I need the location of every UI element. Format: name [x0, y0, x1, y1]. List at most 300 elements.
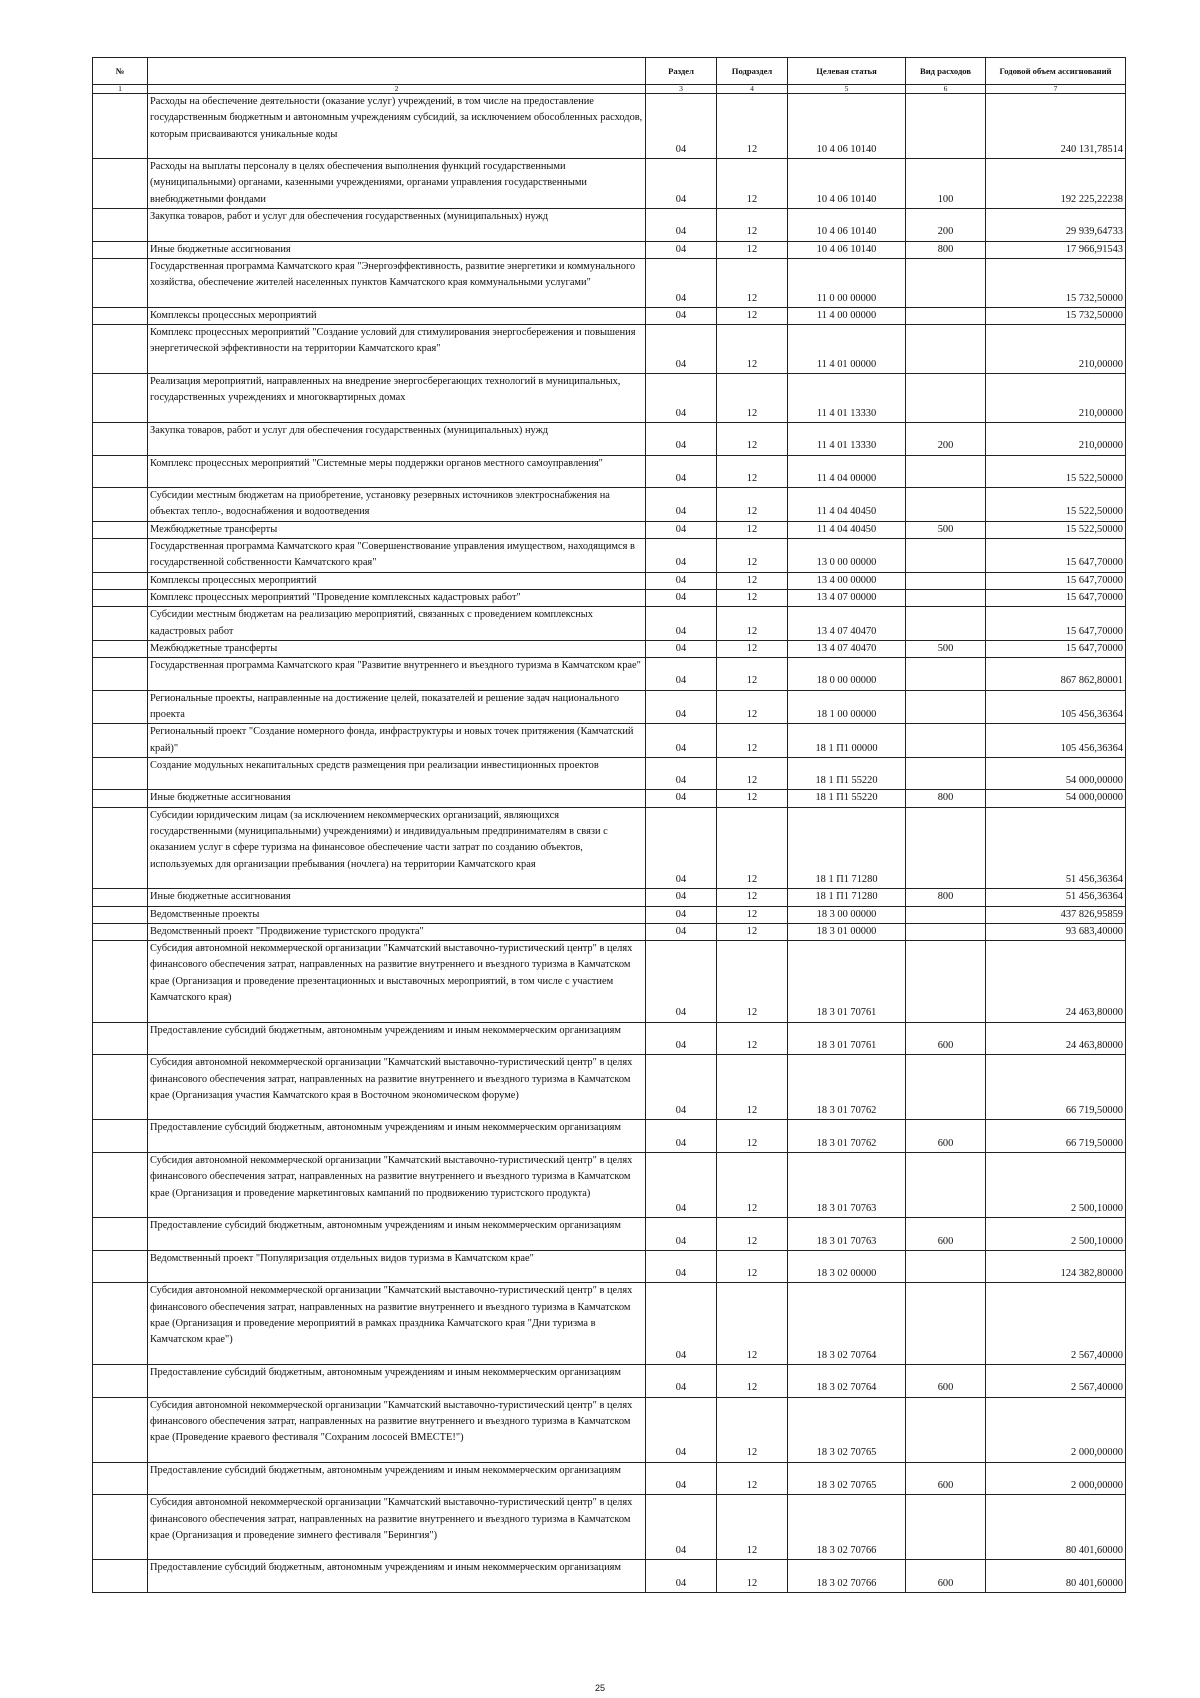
row-amount-cell: 2 567,40000	[986, 1364, 1126, 1397]
row-expense-type-cell: 800	[906, 790, 986, 807]
row-name-cell: Межбюджетные трансферты	[148, 521, 646, 538]
row-section-cell: 04	[646, 941, 717, 1023]
row-expense-type-cell: 800	[906, 889, 986, 906]
header-subsection: Подраздел	[717, 58, 788, 85]
row-section-cell: 04	[646, 640, 717, 657]
row-number-cell	[93, 1022, 148, 1055]
row-target-item-cell: 11 4 04 40450	[788, 521, 906, 538]
row-name-cell: Комплексы процессных мероприятий	[148, 572, 646, 589]
row-subsection-cell: 12	[717, 1364, 788, 1397]
row-number-cell	[93, 1462, 148, 1495]
row-name-cell: Субсидия автономной некоммерческой организации "Камчатский выставочно-туристический центр" в целях финансового обеспечения затрат, направленных на развитие внутреннего и въездного туризма в Камчатском крае (Проведение краевого фестиваля "Сохраним лососей ВМЕСТЕ!")	[148, 1397, 646, 1462]
budget-table-sheet	[92, 57, 1125, 1593]
row-amount-cell: 17 966,91543	[986, 241, 1126, 258]
row-number-cell	[93, 640, 148, 657]
row-section-cell: 04	[646, 488, 717, 522]
row-amount-cell: 2 500,10000	[986, 1218, 1126, 1251]
row-number-cell	[93, 1397, 148, 1462]
row-section-cell: 04	[646, 757, 717, 790]
row-section-cell: 04	[646, 209, 717, 242]
row-amount-cell: 15 522,50000	[986, 521, 1126, 538]
row-target-item-cell: 11 4 00 00000	[788, 307, 906, 324]
row-number-cell	[93, 258, 148, 307]
row-target-item-cell: 18 3 02 70766	[788, 1560, 906, 1593]
row-number-cell	[93, 807, 148, 889]
row-expense-type-cell: 600	[906, 1022, 986, 1055]
row-subsection-cell: 12	[717, 1153, 788, 1218]
row-name-cell: Государственная программа Камчатского края "Энергоэффективность, развитие энергетики и коммунального хозяйства, обеспечение жителей населенных пунктов Камчатского края коммунальными услугами"	[148, 258, 646, 307]
row-subsection-cell: 12	[717, 521, 788, 538]
row-number-cell	[93, 1250, 148, 1283]
row-number-cell	[93, 690, 148, 724]
row-expense-type-cell	[906, 923, 986, 940]
row-expense-type-cell: 600	[906, 1560, 986, 1593]
row-target-item-cell: 18 3 01 70761	[788, 1022, 906, 1055]
row-name-cell: Межбюджетные трансферты	[148, 640, 646, 657]
row-expense-type-cell	[906, 589, 986, 606]
row-expense-type-cell	[906, 325, 986, 374]
row-name-cell: Иные бюджетные ассигнования	[148, 790, 646, 807]
row-subsection-cell: 12	[717, 307, 788, 324]
row-section-cell: 04	[646, 1250, 717, 1283]
row-number-cell	[93, 1495, 148, 1560]
column-number: 3	[646, 85, 717, 94]
row-target-item-cell: 13 4 07 40470	[788, 640, 906, 657]
row-expense-type-cell: 600	[906, 1462, 986, 1495]
row-section-cell: 04	[646, 325, 717, 374]
table-row	[93, 374, 1126, 423]
row-target-item-cell: 18 0 00 00000	[788, 658, 906, 691]
row-name-cell: Ведомственные проекты	[148, 906, 646, 923]
row-name-cell: Ведомственный проект "Продвижение туристского продукта"	[148, 923, 646, 940]
header-annual-volume: Годовой объем ассигнований	[986, 58, 1126, 85]
row-expense-type-cell	[906, 94, 986, 159]
row-amount-cell: 93 683,40000	[986, 923, 1126, 940]
row-number-cell	[93, 889, 148, 906]
row-expense-type-cell	[906, 572, 986, 589]
row-amount-cell: 15 732,50000	[986, 258, 1126, 307]
column-number: 5	[788, 85, 906, 94]
row-target-item-cell: 18 3 01 70762	[788, 1120, 906, 1153]
column-number: 7	[986, 85, 1126, 94]
table-row	[93, 640, 1126, 657]
row-number-cell	[93, 422, 148, 455]
row-number-cell	[93, 1364, 148, 1397]
row-subsection-cell: 12	[717, 790, 788, 807]
row-section-cell: 04	[646, 790, 717, 807]
row-section-cell: 04	[646, 1055, 717, 1120]
header-name	[148, 58, 646, 85]
row-section-cell: 04	[646, 923, 717, 940]
row-amount-cell: 80 401,60000	[986, 1495, 1126, 1560]
row-section-cell: 04	[646, 94, 717, 159]
row-name-cell: Субсидии местным бюджетам на реализацию мероприятий, связанных с проведением комплексных кадастровых работ	[148, 607, 646, 641]
row-subsection-cell: 12	[717, 209, 788, 242]
row-section-cell: 04	[646, 807, 717, 889]
row-name-cell: Предоставление субсидий бюджетным, автономным учреждениям и иным некоммерческим организациям	[148, 1560, 646, 1593]
row-amount-cell: 15 647,70000	[986, 589, 1126, 606]
row-section-cell: 04	[646, 607, 717, 641]
row-subsection-cell: 12	[717, 906, 788, 923]
row-expense-type-cell	[906, 455, 986, 488]
row-number-cell	[93, 790, 148, 807]
row-name-cell: Субсидии юридическим лицам (за исключением некоммерческих организаций, являющихся государственными (муниципальными) учреждениями) и индивидуальным предпринимателям в связи с оказанием услуг в сфере туризма на финансовое обеспечение части затрат по созданию объектов, используемых для организации пребывания (ночлега) на территории Камчатского края	[148, 807, 646, 889]
row-expense-type-cell	[906, 488, 986, 522]
row-amount-cell: 15 522,50000	[986, 488, 1126, 522]
row-name-cell: Субсидия автономной некоммерческой организации "Камчатский выставочно-туристический центр" в целях финансового обеспечения затрат, направленных на развитие внутреннего и въездного туризма в Камчатском крае (Организация участия Камчатского края в Восточном экономическом форуме)	[148, 1055, 646, 1120]
row-amount-cell: 2 000,00000	[986, 1462, 1126, 1495]
row-amount-cell: 15 647,70000	[986, 607, 1126, 641]
row-number-cell	[93, 906, 148, 923]
row-expense-type-cell	[906, 539, 986, 573]
row-number-cell	[93, 923, 148, 940]
row-subsection-cell: 12	[717, 1055, 788, 1120]
row-subsection-cell: 12	[717, 640, 788, 657]
header-expense-type: Вид расходов	[906, 58, 986, 85]
row-amount-cell: 15 647,70000	[986, 539, 1126, 573]
row-section-cell: 04	[646, 889, 717, 906]
row-amount-cell: 15 647,70000	[986, 572, 1126, 589]
table-row	[93, 941, 1126, 1023]
row-amount-cell: 2 000,00000	[986, 1397, 1126, 1462]
row-name-cell: Субсидии местным бюджетам на приобретение, установку резервных источников электроснабжения на объектах тепло-, водоснабжения и водоотведения	[148, 488, 646, 522]
table-row	[93, 1462, 1126, 1495]
row-target-item-cell: 18 3 02 70766	[788, 1495, 906, 1560]
row-name-cell: Создание модульных некапитальных средств размещения при реализации инвестиционных проектов	[148, 757, 646, 790]
row-subsection-cell: 12	[717, 658, 788, 691]
row-name-cell: Комплекс процессных мероприятий "Создание условий для стимулирования энергосбережения и повышения энергетической эффективности на территории Камчатского края"	[148, 325, 646, 374]
row-number-cell	[93, 307, 148, 324]
table-row	[93, 241, 1126, 258]
table-row	[93, 1022, 1126, 1055]
row-section-cell: 04	[646, 307, 717, 324]
row-amount-cell: 105 456,36364	[986, 724, 1126, 758]
row-subsection-cell: 12	[717, 241, 788, 258]
row-expense-type-cell: 800	[906, 241, 986, 258]
column-number: 6	[906, 85, 986, 94]
row-amount-cell: 24 463,80000	[986, 1022, 1126, 1055]
row-subsection-cell: 12	[717, 1495, 788, 1560]
row-number-cell	[93, 1055, 148, 1120]
row-expense-type-cell: 100	[906, 159, 986, 209]
header-number: №	[93, 58, 148, 85]
row-name-cell: Предоставление субсидий бюджетным, автономным учреждениям и иным некоммерческим организациям	[148, 1462, 646, 1495]
row-number-cell	[93, 757, 148, 790]
row-section-cell: 04	[646, 906, 717, 923]
row-amount-cell: 80 401,60000	[986, 1560, 1126, 1593]
table-row	[93, 607, 1126, 641]
table-row	[93, 422, 1126, 455]
row-section-cell: 04	[646, 1120, 717, 1153]
table-row	[93, 94, 1126, 159]
row-section-cell: 04	[646, 521, 717, 538]
row-name-cell: Иные бюджетные ассигнования	[148, 889, 646, 906]
row-expense-type-cell	[906, 757, 986, 790]
row-expense-type-cell	[906, 658, 986, 691]
row-subsection-cell: 12	[717, 539, 788, 573]
row-target-item-cell: 18 3 02 00000	[788, 1250, 906, 1283]
row-target-item-cell: 10 4 06 10140	[788, 209, 906, 242]
row-section-cell: 04	[646, 422, 717, 455]
row-number-cell	[93, 159, 148, 209]
row-subsection-cell: 12	[717, 374, 788, 423]
row-amount-cell: 15 732,50000	[986, 307, 1126, 324]
table-row	[93, 209, 1126, 242]
column-number: 2	[148, 85, 646, 94]
row-name-cell: Субсидия автономной некоммерческой организации "Камчатский выставочно-туристический центр" в целях финансового обеспечения затрат, направленных на развитие внутреннего и въездного туризма в Камчатском крае (Организация и проведение мероприятий в рамках праздника Камчатского края "Дни туризма в Камчатском крае")	[148, 1283, 646, 1365]
row-target-item-cell: 18 3 01 70762	[788, 1055, 906, 1120]
row-expense-type-cell	[906, 258, 986, 307]
row-amount-cell: 51 456,36364	[986, 889, 1126, 906]
row-section-cell: 04	[646, 241, 717, 258]
row-number-cell	[93, 607, 148, 641]
table-row	[93, 1495, 1126, 1560]
row-target-item-cell: 11 4 04 40450	[788, 488, 906, 522]
row-subsection-cell: 12	[717, 923, 788, 940]
row-number-cell	[93, 1120, 148, 1153]
column-number: 4	[717, 85, 788, 94]
table-row	[93, 1283, 1126, 1365]
table-row	[93, 258, 1126, 307]
row-number-cell	[93, 941, 148, 1023]
row-amount-cell: 210,00000	[986, 374, 1126, 423]
table-row	[93, 325, 1126, 374]
row-number-cell	[93, 241, 148, 258]
table-row	[93, 690, 1126, 724]
row-name-cell: Комплексы процессных мероприятий	[148, 307, 646, 324]
row-section-cell: 04	[646, 724, 717, 758]
header-section: Раздел	[646, 58, 717, 85]
table-row	[93, 889, 1126, 906]
row-target-item-cell: 18 1 00 00000	[788, 690, 906, 724]
row-expense-type-cell	[906, 906, 986, 923]
row-target-item-cell: 18 3 00 00000	[788, 906, 906, 923]
row-amount-cell: 15 647,70000	[986, 640, 1126, 657]
row-number-cell	[93, 325, 148, 374]
row-target-item-cell: 18 3 01 70761	[788, 941, 906, 1023]
row-section-cell: 04	[646, 1495, 717, 1560]
row-name-cell: Субсидия автономной некоммерческой организации "Камчатский выставочно-туристический центр" в целях финансового обеспечения затрат, направленных на развитие внутреннего и въездного туризма в Камчатском крае (Организация и проведение презентационных и выставочных мероприятий, в том числе с участием Камчатского края)	[148, 941, 646, 1023]
table-row	[93, 488, 1126, 522]
row-number-cell	[93, 724, 148, 758]
row-subsection-cell: 12	[717, 807, 788, 889]
row-name-cell: Региональный проект "Создание номерного фонда, инфраструктуры и новых точек притяжения (Камчатский край)"	[148, 724, 646, 758]
row-amount-cell: 105 456,36364	[986, 690, 1126, 724]
row-target-item-cell: 13 4 07 00000	[788, 589, 906, 606]
table-row	[93, 589, 1126, 606]
table-row	[93, 923, 1126, 940]
row-amount-cell: 192 225,22238	[986, 159, 1126, 209]
table-row	[93, 1055, 1126, 1120]
table-row	[93, 724, 1126, 758]
row-number-cell	[93, 589, 148, 606]
row-target-item-cell: 10 4 06 10140	[788, 241, 906, 258]
row-subsection-cell: 12	[717, 1218, 788, 1251]
row-name-cell: Комплекс процессных мероприятий "Системные меры поддержки органов местного самоуправления"	[148, 455, 646, 488]
row-subsection-cell: 12	[717, 325, 788, 374]
row-name-cell: Субсидия автономной некоммерческой организации "Камчатский выставочно-туристический центр" в целях финансового обеспечения затрат, направленных на развитие внутреннего и въездного туризма в Камчатском крае (Организация и проведение маркетинговых кампаний по продвижению туристского продукта)	[148, 1153, 646, 1218]
row-section-cell: 04	[646, 1022, 717, 1055]
row-number-cell	[93, 455, 148, 488]
table-row	[93, 521, 1126, 538]
row-section-cell: 04	[646, 159, 717, 209]
row-amount-cell: 240 131,78514	[986, 94, 1126, 159]
table-row	[93, 1397, 1126, 1462]
row-amount-cell: 66 719,50000	[986, 1055, 1126, 1120]
row-target-item-cell: 13 4 00 00000	[788, 572, 906, 589]
row-subsection-cell: 12	[717, 690, 788, 724]
row-expense-type-cell	[906, 307, 986, 324]
row-name-cell: Предоставление субсидий бюджетным, автономным учреждениям и иным некоммерческим организациям	[148, 1022, 646, 1055]
row-target-item-cell: 18 3 02 70765	[788, 1462, 906, 1495]
row-subsection-cell: 12	[717, 757, 788, 790]
table-row	[93, 1364, 1126, 1397]
row-name-cell: Предоставление субсидий бюджетным, автономным учреждениям и иным некоммерческим организациям	[148, 1120, 646, 1153]
table-row	[93, 790, 1126, 807]
row-section-cell: 04	[646, 455, 717, 488]
table-row	[93, 1218, 1126, 1251]
table-row	[93, 159, 1126, 209]
page-number: 25	[594, 1683, 605, 1693]
row-expense-type-cell: 600	[906, 1120, 986, 1153]
row-section-cell: 04	[646, 539, 717, 573]
table-row	[93, 807, 1126, 889]
row-expense-type-cell	[906, 1055, 986, 1120]
row-amount-cell: 24 463,80000	[986, 941, 1126, 1023]
row-target-item-cell: 18 1 П1 55220	[788, 790, 906, 807]
row-name-cell: Ведомственный проект "Популяризация отдельных видов туризма в Камчатском крае"	[148, 1250, 646, 1283]
row-target-item-cell: 11 4 01 13330	[788, 422, 906, 455]
row-target-item-cell: 18 3 02 70764	[788, 1283, 906, 1365]
row-section-cell: 04	[646, 1218, 717, 1251]
row-expense-type-cell	[906, 807, 986, 889]
row-section-cell: 04	[646, 258, 717, 307]
row-subsection-cell: 12	[717, 1022, 788, 1055]
row-subsection-cell: 12	[717, 607, 788, 641]
row-target-item-cell: 11 4 01 13330	[788, 374, 906, 423]
row-expense-type-cell	[906, 1283, 986, 1365]
row-number-cell	[93, 572, 148, 589]
table-body	[93, 94, 1126, 1593]
table-row	[93, 1120, 1126, 1153]
table-row	[93, 1153, 1126, 1218]
row-section-cell: 04	[646, 374, 717, 423]
table-row	[93, 539, 1126, 573]
row-amount-cell: 54 000,00000	[986, 757, 1126, 790]
table-row	[93, 307, 1126, 324]
row-name-cell: Предоставление субсидий бюджетным, автономным учреждениям и иным некоммерческим организациям	[148, 1364, 646, 1397]
row-target-item-cell: 13 4 07 40470	[788, 607, 906, 641]
row-subsection-cell: 12	[717, 1250, 788, 1283]
row-name-cell: Реализация мероприятий, направленных на внедрение энергосберегающих технологий в муниципальных, государственных учреждениях и многоквартирных домах	[148, 374, 646, 423]
row-subsection-cell: 12	[717, 258, 788, 307]
row-target-item-cell: 11 4 04 00000	[788, 455, 906, 488]
row-amount-cell: 124 382,80000	[986, 1250, 1126, 1283]
table-row	[93, 658, 1126, 691]
row-target-item-cell: 18 1 П1 00000	[788, 724, 906, 758]
row-subsection-cell: 12	[717, 889, 788, 906]
row-section-cell: 04	[646, 589, 717, 606]
column-number: 1	[93, 85, 148, 94]
row-section-cell: 04	[646, 690, 717, 724]
row-expense-type-cell: 600	[906, 1218, 986, 1251]
header-target-item: Целевая статья	[788, 58, 906, 85]
row-target-item-cell: 18 3 01 70763	[788, 1218, 906, 1251]
row-subsection-cell: 12	[717, 1462, 788, 1495]
row-target-item-cell: 11 0 00 00000	[788, 258, 906, 307]
row-expense-type-cell	[906, 941, 986, 1023]
row-name-cell: Субсидия автономной некоммерческой организации "Камчатский выставочно-туристический центр" в целях финансового обеспечения затрат, направленных на развитие внутреннего и въездного туризма в Камчатском крае (Организация и проведение зимнего фестиваля "Берингия")	[148, 1495, 646, 1560]
row-number-cell	[93, 1560, 148, 1593]
row-amount-cell: 210,00000	[986, 325, 1126, 374]
row-number-cell	[93, 1153, 148, 1218]
row-target-item-cell: 11 4 01 00000	[788, 325, 906, 374]
row-name-cell: Государственная программа Камчатского края "Развитие внутреннего и въездного туризма в Камчатском крае"	[148, 658, 646, 691]
row-number-cell	[93, 94, 148, 159]
row-target-item-cell: 18 3 02 70764	[788, 1364, 906, 1397]
row-expense-type-cell	[906, 1397, 986, 1462]
row-amount-cell: 66 719,50000	[986, 1120, 1126, 1153]
row-subsection-cell: 12	[717, 94, 788, 159]
table-row	[93, 757, 1126, 790]
row-expense-type-cell	[906, 724, 986, 758]
row-target-item-cell: 18 3 02 70765	[788, 1397, 906, 1462]
row-amount-cell: 867 862,80001	[986, 658, 1126, 691]
row-subsection-cell: 12	[717, 1397, 788, 1462]
row-name-cell: Закупка товаров, работ и услуг для обеспечения государственных (муниципальных) нужд	[148, 209, 646, 242]
row-section-cell: 04	[646, 1283, 717, 1365]
row-subsection-cell: 12	[717, 1120, 788, 1153]
row-amount-cell: 2 567,40000	[986, 1283, 1126, 1365]
row-number-cell	[93, 521, 148, 538]
row-name-cell: Государственная программа Камчатского края "Совершенствование управления имуществом, находящимся в государственной собственности Камчатского края"	[148, 539, 646, 573]
row-section-cell: 04	[646, 658, 717, 691]
row-target-item-cell: 18 1 П1 55220	[788, 757, 906, 790]
row-target-item-cell: 18 3 01 00000	[788, 923, 906, 940]
row-section-cell: 04	[646, 1153, 717, 1218]
row-amount-cell: 437 826,95859	[986, 906, 1126, 923]
row-amount-cell: 54 000,00000	[986, 790, 1126, 807]
row-expense-type-cell: 500	[906, 640, 986, 657]
row-subsection-cell: 12	[717, 488, 788, 522]
row-expense-type-cell	[906, 1153, 986, 1218]
row-amount-cell: 210,00000	[986, 422, 1126, 455]
row-number-cell	[93, 658, 148, 691]
row-subsection-cell: 12	[717, 724, 788, 758]
row-subsection-cell: 12	[717, 159, 788, 209]
row-number-cell	[93, 209, 148, 242]
row-number-cell	[93, 488, 148, 522]
row-amount-cell: 15 522,50000	[986, 455, 1126, 488]
row-subsection-cell: 12	[717, 422, 788, 455]
row-section-cell: 04	[646, 1397, 717, 1462]
row-subsection-cell: 12	[717, 1560, 788, 1593]
row-amount-cell: 29 939,64733	[986, 209, 1126, 242]
row-name-cell: Комплекс процессных мероприятий "Проведение комплексных кадастровых работ"	[148, 589, 646, 606]
row-amount-cell: 51 456,36364	[986, 807, 1126, 889]
row-name-cell: Иные бюджетные ассигнования	[148, 241, 646, 258]
row-expense-type-cell	[906, 1250, 986, 1283]
row-expense-type-cell	[906, 374, 986, 423]
row-section-cell: 04	[646, 1560, 717, 1593]
row-number-cell	[93, 374, 148, 423]
row-subsection-cell: 12	[717, 1283, 788, 1365]
row-name-cell: Региональные проекты, направленные на достижение целей, показателей и решение задач национального проекта	[148, 690, 646, 724]
row-number-cell	[93, 1218, 148, 1251]
row-number-cell	[93, 1283, 148, 1365]
budget-allocation-table	[92, 57, 1126, 1593]
row-name-cell: Предоставление субсидий бюджетным, автономным учреждениям и иным некоммерческим организациям	[148, 1218, 646, 1251]
